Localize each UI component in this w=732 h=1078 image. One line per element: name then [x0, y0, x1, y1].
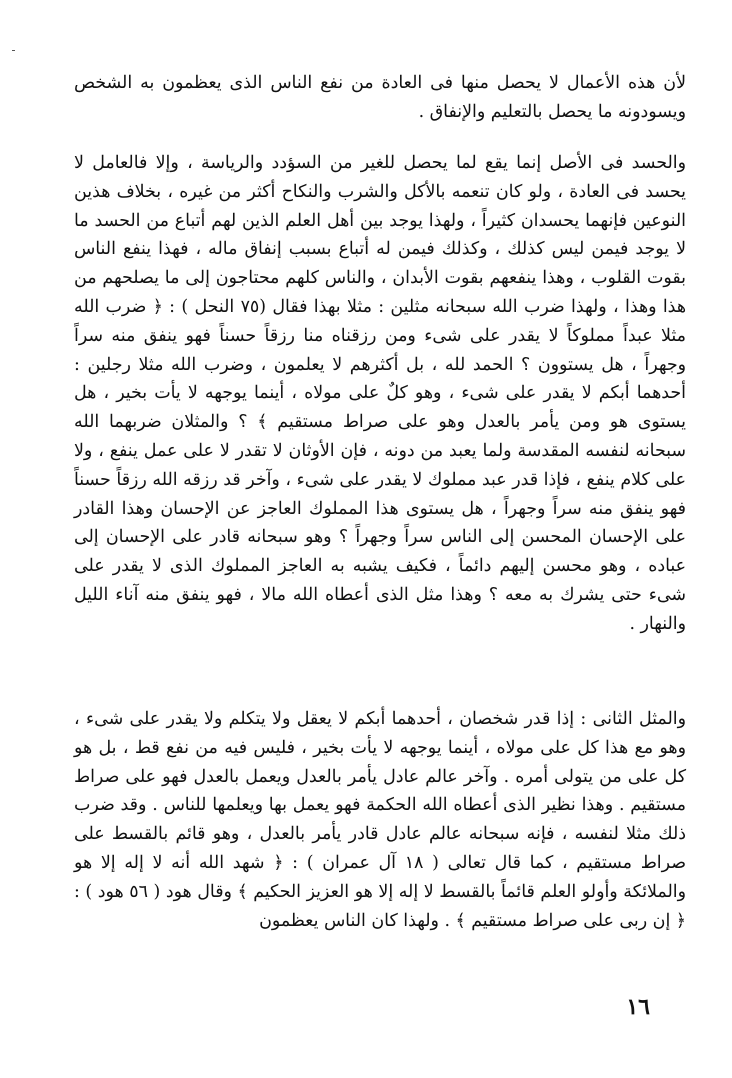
page-number: ١٦ [626, 994, 650, 1020]
paragraph-3: والمثل الثانى : إذا قدر شخصان ، أحدهما أبكم لا يعقل ولا يتكلم ولا يقدر على شىء ، وهو مع هذا كل على مولاه ، أينما يوجهه لا يأت بخير ، فليس فيه من نفع قط ، بل هو كل على من يتولى أمره . وآخر عالم عادل يأمر بالعدل ويعمل بالعدل فهو على صراط مستقيم . وهذا نظير الذى أعطاه الله الحكمة فهو يعمل بها ويعلمها للناس . وقد ضرب ذلك مثلا لنفسه ، فإنه سبحانه عالم عادل قادر يأمر بالعدل ، وهو قائم بالقسط على صراط مستقيم ، كما قال تعالى ( ١٨ آل عمران ) : ﴿ شهد الله أنه لا إله إلا هو والملائكة وأولو العلم قائماً بالقسط لا إله إلا هو العزيز الحكيم ﴾ وقال هود ( ٥٦ هود ) : ﴿ إن ربى على صراط مستقيم ﴾ . ولهذا كان الناس يعظمون [74, 709, 686, 931]
paragraph-2: والحسد فى الأصل إنما يقع لما يحصل للغير من السؤدد والرياسة ، وإلا فالعامل لا يحسد فى العادة ، ولو كان تنعمه بالأكل والشرب والنكاح أكثر من غيره ، بخلاف هذين النوعين فإنهما يحسدان كثيراً ، ولهذا يوجد بين أهل العلم الذين لهم أتباع من الحسد ما لا يوجد فيمن ليس كذلك ، وكذلك فيمن له أتباع بسبب إنفاق ماله ، فهذا ينفع الناس بقوت القلوب ، وهذا ينفعهم بقوت الأبدان ، والناس كلهم محتاجون إلى ما يصلحهم من هذا وهذا ، ولهذا ضرب الله سبحانه مثلين : مثلا بهذا فقال (٧٥ النحل ) : ﴿ ضرب الله مثلا عبداً مملوكاً لا يقدر على شىء ومن رزقناه منا رزقاً حسناً فهو ينفق منه سراً وجهراً ، هل يستوون ؟ الحمد لله ، بل أكثرهم لا يعلمون ، وضرب الله مثلا رجلين : أحدهما أبكم لا يقدر على شىء ، وهو كلٌ على مولاه ، أينما يوجهه لا يأت بخير ، هل يستوى هو ومن يأمر بالعدل وهو على صراط مستقيم ﴾ ؟ والمثلان ضربهما الله سبحانه لنفسه المقدسة ولما يعبد من دونه ، فإن الأوثان لا تقدر لا على عمل ينفع ، ولا على كلام ينفع ، فإذا قدر عبد مملوك لا يقدر على شىء ، وآخر قد رزقه الله رزقاً حسناً فهو ينفق منه سراً وجهراً ، هل يستوى هذا المملوك العاجز عن الإحسان وهذا القادر على الإحسان المحسن إلى الناس سراً وجهراً ؟ وهو سبحانه قادر على الإحسان إلى عباده ، وهو محسن إليهم دائماً ، فكيف يشبه به العاجز المملوك الذى لا يقدر على شىء حتى يشرك به معه ؟ وهذا مثل الذى أعطاه الله مالا ، فهو ينفق منه آناء الليل والنهار . [74, 153, 686, 634]
text-block-2 [74, 149, 686, 639]
margin-mark [12, 50, 15, 51]
text-block-1 [74, 69, 686, 127]
text-block-3 [74, 705, 686, 935]
paragraph-1: لأن هذه الأعمال لا يحصل منها فى العادة من نفع الناس الذى يعظمون به الشخص ويسودونه ما يحصل بالتعليم والإنفاق . [74, 73, 686, 122]
